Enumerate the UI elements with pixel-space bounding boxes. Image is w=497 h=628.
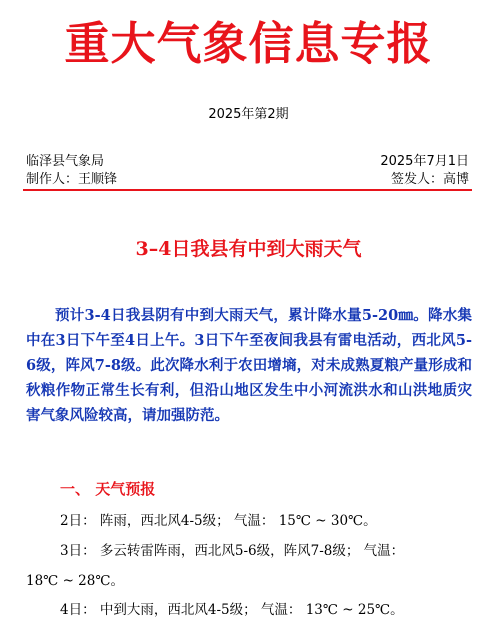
section-weather-forecast-title: 一、 天气预报 [60,480,156,498]
forecast-line-day3-continued: 18℃ ~ 28℃。 [26,573,124,589]
header-divider [23,189,472,191]
forecast-line-day3: 3日： 多云转雷阵雨，西北风5-6级，阵风7-8级； 气温： [60,543,405,559]
forecast-line-day4: 4日： 中到大雨，西北风4-5级； 气温： 13℃ ~ 25℃。 [60,602,404,618]
forecast-line-day2: 2日： 阵雨，西北风4-5级； 气温： 15℃ ~ 30℃。 [60,513,377,529]
issuer: 临泽县气象局 [26,154,105,169]
issue-date: 2025年7月1日 [380,154,469,169]
author: 制作人：王顺锋 [26,172,118,187]
meta-row-issuer [26,150,469,169]
issue-number: 2025年第2期 [208,107,289,122]
meta-row-author [26,168,469,187]
signer: 签发人：高博 [390,172,469,187]
bulletin-title: 重大气象信息专报 [64,17,433,70]
article-lead-paragraph: 预计3-4日我县阴有中到大雨天气，累计降水量5-20㎜。降水集中在3日下午至4日上午。3日下午至夜间我县有雷电活动，西北风5-6级，阵风7-8级。此次降水利于农田增墒，对未成熟夏粮产量形成和秋粮作物正常生长有利，但沿山地区发生中小河流洪水和山洪地质灾害气象风险较高，请加强防范。 [26,307,472,424]
article-headline: 3–4日我县有中到大雨天气 [135,238,362,260]
